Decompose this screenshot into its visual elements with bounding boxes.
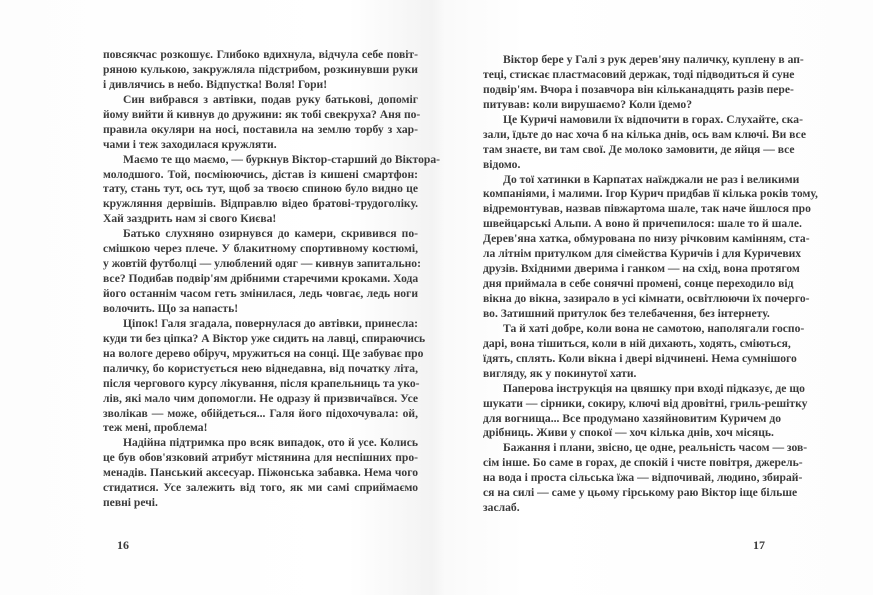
text-line: відомо. [483,157,521,171]
text-line: заслаб. [483,501,520,515]
paragraph [103,152,440,228]
text-line: дрібниць. Живи у спокої — хоч кілька днів, хоч місяць. [483,426,774,440]
left-page-text [103,48,440,511]
text-line: зволікав — може, обійдеться... Галя його підохочувала: ой, [103,406,418,420]
text-line: і дивлячись в небо. Відпустка! Воля! Гори! [103,77,328,91]
paragraph [103,227,421,317]
text-line: молодшого. Той, посміюючись, дістав із кишені смартфон: [103,167,418,181]
text-line: Надійна підтримка про всяк випадок, ото й усе. Колись [123,436,418,450]
text-line: для вогнища... Все продумано хазяйновитим Куричем до [483,411,782,425]
text-line: ла літнім притулком для сімейства Куричів і для Куричевих [483,247,802,261]
text-line: після чергового курсу лікування, після крапельниць та уко- [103,376,420,390]
text-line: подвір'ям. Вчора і позавчора він кільканадцять разів пере- [483,82,794,96]
text-line: його останнім часом геть змінилася, ледь човгає, ледь ноги [103,287,418,300]
text-line: теці, стискає пластмасовий держак, тоді підводиться й суне [483,67,795,81]
text-line: питував: коли вирушаємо? Коли їдемо? [483,97,693,111]
text-line: волочить. Що за напасть! [103,301,239,315]
text-line: До тої хатинки в Карпатах наїжджали не раз і великими [503,172,800,186]
text-line: дня приймала в себе сонячні промені, сонце переходило від [483,277,794,291]
text-line: стидатися. Усе залежить від того, як ми самі сприймаємо [103,481,418,495]
paragraph [103,436,418,511]
text-line: теж мені, проблема! [103,421,208,435]
text-line: смішкою через плече. У блакитному спортивному костюмі, [103,242,418,256]
text-line: Віктор бере у Галі з рук дерев'яну паличку, куплену в ап- [503,53,804,66]
text-line: правила окуляри на носі, поставила на землю торбу з хар- [103,122,418,136]
text-line: дарі, вона тішиться, коли в ній дихають, ходять, сміються, [483,336,791,350]
paragraph [483,441,808,516]
text-line: Дерев'яна хатка, обмурована по низу річковим камінням, ста- [483,232,810,246]
text-line: ся на силі — саме у цьому гірському раю Віктор іще більше [483,486,798,500]
paragraph [103,48,418,93]
text-line: Син вибрався з автівки, подав руку батькові, допоміг [123,92,418,106]
text-line: певні речі. [103,496,158,510]
text-line: Це Куричі намовили їх відпочити в горах. Слухайте, ска- [503,112,803,126]
text-line: куди ти без ціпка? А Віктор уже сидить на лавці, спираючись [103,331,426,345]
text-line: у жовтій футболці — улюблений одяг — кивнув запитально: [103,257,421,271]
text-line: лів, які мало чим допомогли. Не одразу й призвичаївся. Усе [103,391,418,405]
text-line: ряною кулькою, закружляла підстрибом, розкинувши руки [103,62,418,76]
right-page-text [483,53,818,516]
paragraph [483,321,805,382]
text-line: Батько слухняно озирнувся до камери, скривився по- [123,227,418,241]
text-line: Та й хаті добре, коли вона не самотою, наполягали госпо- [503,321,805,335]
text-line: це був обов'язковий атрибут містянина для неспішних про- [103,451,418,465]
text-line: паличку, бо користується нею віднедавна, від початку літа, [103,361,418,375]
text-line: відремонтував, назвав півжартома шале, так наче йшлося про [483,202,811,216]
text-line: компаніями, і малими. Ігор Курич придбав її кілька років тому, [483,187,818,201]
left-page-number: 16 [117,538,129,552]
text-line: Ціпок! Галя згадала, повернулася до автівки, принесла: [123,316,418,330]
text-line: во. Затишний притулок без телебачення, без інтернету. [483,306,770,320]
text-line: швейцарські Альпи. А воно й причепилося: шале то й шале. [483,217,802,231]
right-page-number: 17 [753,538,765,552]
text-line: чами і теж заходилася кружляти. [103,137,277,151]
paragraph [483,381,808,442]
text-line: все? Подибав подвір'ям дрібними старечими кроками. Хода [103,272,419,286]
text-line: Маємо те що маємо, — буркнув Віктор-старший до Віктора- [123,152,440,166]
paragraph [103,92,421,153]
text-line: сім інше. Бо саме в горах, де спокій і чисте повітря, джерель- [483,456,803,470]
text-line: шукати — сірники, сокиру, ключі від дровітні, гриль-решітку [483,396,808,410]
text-line: кружляння дервішів. Відправлю відео братові-трудоголіку. [103,197,418,211]
text-line: друзів. Вхідними дверима і ганком — на схід, вона протягом [483,262,800,276]
text-line: там знаєте, ви там свої. Де молоко замовити, де яйця — все [483,142,795,156]
text-line: їдять, сплять. Коли вікна і двері відчинені. Нема сумнішого [483,351,797,365]
paragraph [483,172,818,322]
text-line: Хай заздрить нам зі свого Києва! [103,212,277,226]
paragraph [483,53,804,113]
text-line: Паперова інструкція на цвяшку при вході підказує, де що [503,381,805,395]
text-line: на вологе дерево обіруч, мружиться на сонці. Ще забуває про [103,346,424,360]
text-line: вікна до вікна, зазирало в усі кімнати, освітлюючи їх почерго- [483,292,810,305]
paragraph [103,316,426,437]
text-line: тату, стань тут, ось тут, щоб за твоєю спиною було видно це [103,182,418,196]
text-line: менадів. Панський аксесуар. Піжонська забавка. Нема чого [103,466,418,480]
text-line: йому вийти й кивнув до дружини: як тобі свекруха? Аня по- [103,107,421,121]
text-line: зали, їдьте до нас хоча б на кілька днів, ось вам ключі. Ви все [483,127,806,141]
text-line: повсякчас розкошує. Глибоко вдихнула, відчула себе повіт- [103,48,418,61]
text-line: Бажання і плани, звісно, це одне, реальність часом — зов- [503,441,808,455]
paragraph [483,112,806,173]
text-line: вигляду, як у покинутої хати. [483,366,637,380]
text-line: на вода і проста сільська їжа — відпочивай, людино, збирай- [483,471,803,485]
